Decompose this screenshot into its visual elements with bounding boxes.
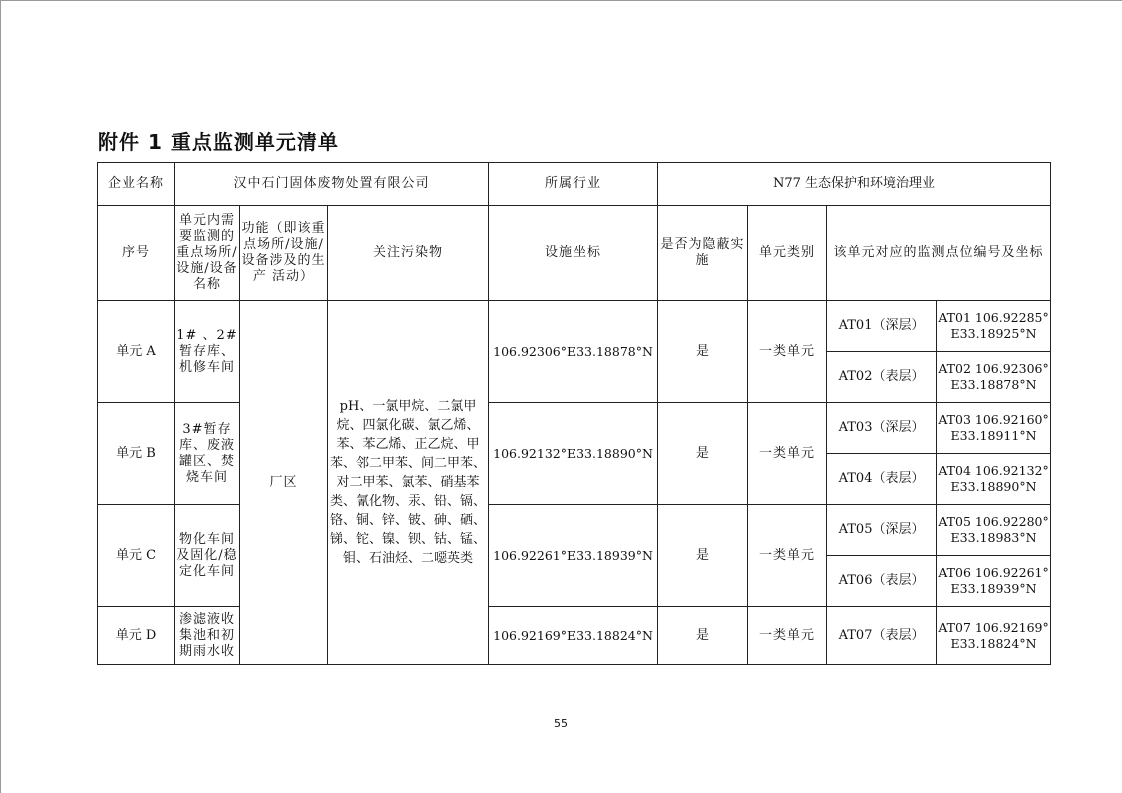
unit-category: 一类单元 bbox=[748, 607, 827, 665]
point-label: AT02（表层） bbox=[827, 352, 937, 403]
point-label: AT03（深层） bbox=[827, 403, 937, 454]
unit-category: 一类单元 bbox=[748, 301, 827, 403]
header-function: 功能（即该重点场所/设施/设备涉及的生产 活动） bbox=[240, 206, 328, 301]
facility-coordinate: 106.92306°E33.18878°N bbox=[489, 301, 658, 403]
facility-coordinate: 106.92261°E33.18939°N bbox=[489, 505, 658, 607]
table-row bbox=[98, 301, 1051, 352]
point-coordinate: AT05 106.92280°E33.18983°N bbox=[937, 505, 1051, 556]
point-label: AT04（表层） bbox=[827, 454, 937, 505]
monitoring-units-table bbox=[97, 162, 1051, 665]
header-category: 单元类别 bbox=[748, 206, 827, 301]
page-number: 55 bbox=[554, 717, 568, 730]
enterprise-name-label: 企业名称 bbox=[98, 163, 175, 206]
enterprise-row bbox=[98, 163, 1051, 206]
point-coordinate: AT04 106.92132°E33.18890°N bbox=[937, 454, 1051, 505]
header-points: 该单元对应的监测点位编号及坐标 bbox=[827, 206, 1051, 301]
unit-name: 单元 B bbox=[98, 403, 175, 505]
enterprise-name-value: 汉中石门固体废物处置有限公司 bbox=[175, 163, 489, 206]
point-label: AT01（深层） bbox=[827, 301, 937, 352]
unit-facility: 渗滤液收集池和初期雨水收 bbox=[175, 607, 240, 665]
header-facility: 单元内需要监测的重点场所/设施/设备名称 bbox=[175, 206, 240, 301]
hidden-flag: 是 bbox=[658, 301, 748, 403]
unit-name: 单元 D bbox=[98, 607, 175, 665]
hidden-flag: 是 bbox=[658, 607, 748, 665]
unit-facility: 物化车间及固化/稳定化车间 bbox=[175, 505, 240, 607]
header-coords: 设施坐标 bbox=[489, 206, 658, 301]
industry-value: N77 生态保护和环境治理业 bbox=[658, 163, 1051, 206]
header-seq: 序号 bbox=[98, 206, 175, 301]
focus-pollutants: pH、一氯甲烷、二氯甲烷、四氯化碳、氯乙烯、苯、苯乙烯、正乙烷、甲苯、邻二甲苯、间二甲苯、对二甲苯、氯苯、硝基苯类、氰化物、汞、铅、镉、铬、铜、锌、铍、砷、硒、锑、铊、镍、钡、钴、锰、钼、石油烃、二噁英类 bbox=[328, 301, 489, 665]
header-pollutants: 关注污染物 bbox=[328, 206, 489, 301]
header-row bbox=[98, 206, 1051, 301]
unit-facility: 1# 、2#暂存库、机修车间 bbox=[175, 301, 240, 403]
unit-facility: 3#暂存库、废液罐区、焚烧车间 bbox=[175, 403, 240, 505]
unit-category: 一类单元 bbox=[748, 403, 827, 505]
unit-name: 单元 C bbox=[98, 505, 175, 607]
page-border-left bbox=[0, 0, 1, 793]
point-label: AT07（表层） bbox=[827, 607, 937, 665]
hidden-flag: 是 bbox=[658, 403, 748, 505]
point-coordinate: AT03 106.92160°E33.18911°N bbox=[937, 403, 1051, 454]
facility-coordinate: 106.92132°E33.18890°N bbox=[489, 403, 658, 505]
hidden-flag: 是 bbox=[658, 505, 748, 607]
point-coordinate: AT07 106.92169°E33.18824°N bbox=[937, 607, 1051, 665]
page-title: 附件 1 重点监测单元清单 bbox=[98, 130, 339, 154]
unit-category: 一类单元 bbox=[748, 505, 827, 607]
industry-label: 所属行业 bbox=[489, 163, 658, 206]
point-label: AT06（表层） bbox=[827, 556, 937, 607]
page-border-top bbox=[0, 0, 1122, 1]
facility-coordinate: 106.92169°E33.18824°N bbox=[489, 607, 658, 665]
point-label: AT05（深层） bbox=[827, 505, 937, 556]
header-hidden: 是否为隐蔽实施 bbox=[658, 206, 748, 301]
point-coordinate: AT01 106.92285°E33.18925°N bbox=[937, 301, 1051, 352]
point-coordinate: AT02 106.92306°E33.18878°N bbox=[937, 352, 1051, 403]
unit-function: 厂区 bbox=[240, 301, 328, 665]
unit-name: 单元 A bbox=[98, 301, 175, 403]
point-coordinate: AT06 106.92261°E33.18939°N bbox=[937, 556, 1051, 607]
